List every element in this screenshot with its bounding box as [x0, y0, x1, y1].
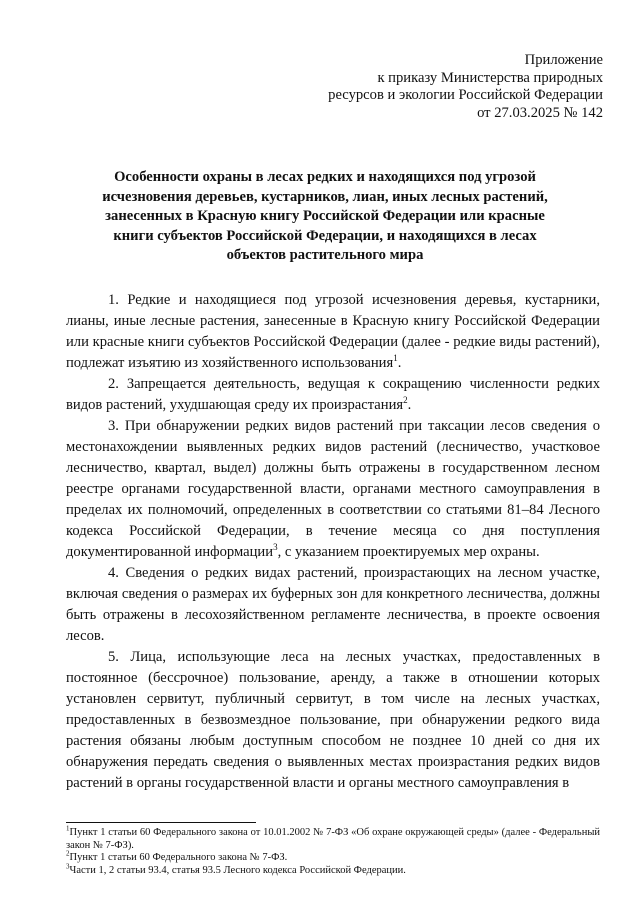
paragraph-5: 5. Лица, использующие леса на лесных участках, предоставленных в постоянное (бессрочное) пользование, аренду, а также в отношении которых установлен сервитут, публичный сервитут, в том числе на лесных участках, предоставленных в безвозмездное пользование, при обнаружении редкого вида растения обязаны любым доступным способом не позднее 10 дней со дня их обнаружения передать сведения о выявленных местах произрастания редких видов растений в органы государственной власти и органы местного самоуправления в	[66, 649, 600, 791]
paragraph-2	[66, 374, 600, 416]
paragraph-2-end: .	[407, 397, 412, 413]
document-title: Особенности охраны в лесах редких и находящихся под угрозой исчезновения деревьев, кустарников, лиан, иных лесных растений, занесенных в Красную книгу Российской Федерации или красные книги субъектов Российской Федерации, и находящихся в лесах объектов растительного мира	[102, 169, 548, 264]
header-line-ministry: ресурсов и экологии Российской Федерации	[328, 87, 603, 103]
footnote-1	[66, 824, 600, 852]
header-line-appendix: Приложение	[524, 52, 603, 68]
document-body	[66, 290, 600, 794]
footnote-3	[66, 862, 600, 878]
footnote-3-text: Части 1, 2 статьи 93.4, статья 93.5 Лесного кодекса Российской Федерации.	[69, 864, 406, 876]
header-line-date-number: от 27.03.2025 № 142	[477, 104, 603, 121]
footnote-1-number: 1	[66, 824, 70, 833]
paragraph-3-end: , с указанием проектируемых мер охраны.	[277, 544, 540, 560]
paragraph-3	[66, 416, 600, 563]
paragraph-3-text: 3. При обнаружении редких видов растений при таксации лесов сведения о местонахождении выявленных редких видов растений (лесничество, участковое лесничество, квартал, выдел) должны быть отражены в государственном лесном реестре органами государственной власти, органами местного самоуправления в пределах их полномочий, определенных в соответствии со статьями 81–84 Лесного кодекса Российской Федерации, в течение месяца со дня поступления документированной информации	[66, 418, 600, 560]
appendix-header	[328, 52, 603, 122]
footnote-3-number: 3	[66, 862, 70, 870]
footnote-1-text: Пункт 1 статьи 60 Федерального закона от 10.01.2002 № 7-ФЗ «Об охране окружающей среды» (далее - Федеральный закон № 7-ФЗ).	[66, 827, 600, 851]
paragraph-2-text: 2. Запрещается деятельность, ведущая к сокращению численности редких видов растений, ухудшающая среду их произрастания	[66, 376, 600, 413]
footnote-2-text: Пункт 1 статьи 60 Федерального закона № 7-ФЗ.	[69, 852, 288, 863]
footnotes	[66, 824, 600, 877]
footnote-2-number: 2	[66, 849, 70, 858]
footnote-ref-1: 1	[393, 353, 398, 364]
header-line-order: к приказу Министерства природных	[377, 69, 603, 86]
footnote-separator	[66, 822, 256, 823]
footnote-2	[66, 849, 600, 865]
paragraph-1-text: 1. Редкие и находящиеся под угрозой исчезновения деревья, кустарники, лианы, иные лесные растения, занесенные в Красную книгу Российской Федерации или красные книги субъектов Российской Федерации (далее - редкие виды растений), подлежат изъятию из хозяйственного использования	[66, 292, 600, 371]
footnote-ref-3: 3	[273, 542, 278, 553]
paragraph-1-end: .	[397, 355, 402, 371]
paragraph-4: 4. Сведения о редких видах растений, произрастающих на лесном участке, включая сведения о размерах их буферных зон для конкретного лесничества, должны быть отражены в лесохозяйственном регламенте лесничества, в проекте освоения лесов.	[66, 565, 600, 644]
footnote-ref-2: 2	[403, 395, 408, 406]
paragraph-1	[66, 290, 600, 374]
